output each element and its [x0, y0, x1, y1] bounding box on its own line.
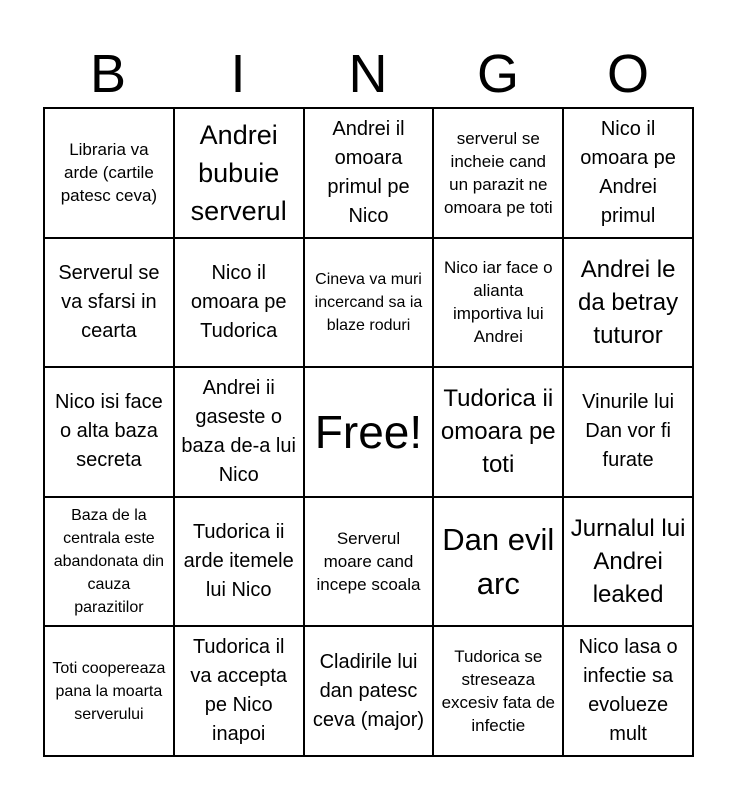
bingo-cell[interactable]: Tudorica il va accepta pe Nico inapoi: [174, 626, 304, 756]
bingo-cell[interactable]: Nico iar face o alianta importiva lui Andrei: [433, 238, 563, 368]
bingo-cell[interactable]: Jurnalul lui Andrei leaked: [563, 497, 693, 627]
bingo-cell[interactable]: Cladirile lui dan patesc ceva (major): [304, 626, 434, 756]
bingo-cell[interactable]: Cineva va muri incercand sa ia blaze roduri: [304, 238, 434, 368]
bingo-cell[interactable]: Serverul se va sfarsi in cearta: [44, 238, 174, 368]
bingo-cell[interactable]: Serverul moare cand incepe scoala: [304, 497, 434, 627]
free-cell[interactable]: Free!: [304, 367, 434, 497]
header-letter-o: O: [606, 44, 649, 104]
bingo-cell[interactable]: Andrei le da betray tuturor: [563, 238, 693, 368]
header-letter-i: I: [230, 44, 246, 104]
bingo-cell[interactable]: Baza de la centrala este abandonata din cauza parazitilor: [44, 497, 174, 627]
bingo-cell[interactable]: serverul se incheie cand un parazit ne omoara pe toti: [433, 108, 563, 238]
bingo-cell[interactable]: Tudorica ii omoara pe toti: [433, 367, 563, 497]
bingo-cell[interactable]: Dan evil arc: [433, 497, 563, 627]
bingo-cell[interactable]: Nico il omoara pe Andrei primul: [563, 108, 693, 238]
bingo-cell[interactable]: Nico isi face o alta baza secreta: [44, 367, 174, 497]
header-letter-g: G: [476, 44, 519, 104]
bingo-grid: [43, 107, 694, 757]
bingo-cell[interactable]: Tudorica se streseaza excesiv fata de infectie: [433, 626, 563, 756]
bingo-cell[interactable]: Andrei il omoara primul pe Nico: [304, 108, 434, 238]
bingo-cell[interactable]: Toti coopereaza pana la moarta serverului: [44, 626, 174, 756]
bingo-cell[interactable]: Nico lasa o infectie sa evolueze mult: [563, 626, 693, 756]
bingo-cell[interactable]: Andrei ii gaseste o baza de-a lui Nico: [174, 367, 304, 497]
bingo-cell[interactable]: Vinurile lui Dan vor fi furate: [563, 367, 693, 497]
bingo-cell[interactable]: Nico il omoara pe Tudorica: [174, 238, 304, 368]
header-letter-n: N: [348, 44, 388, 104]
header-letter-b: B: [89, 44, 127, 104]
bingo-cell[interactable]: Andrei bubuie serverul: [174, 108, 304, 238]
bingo-cell[interactable]: Tudorica ii arde itemele lui Nico: [174, 497, 304, 627]
bingo-header: [43, 40, 693, 108]
bingo-cell[interactable]: Libraria va arde (cartile patesc ceva): [44, 108, 174, 238]
